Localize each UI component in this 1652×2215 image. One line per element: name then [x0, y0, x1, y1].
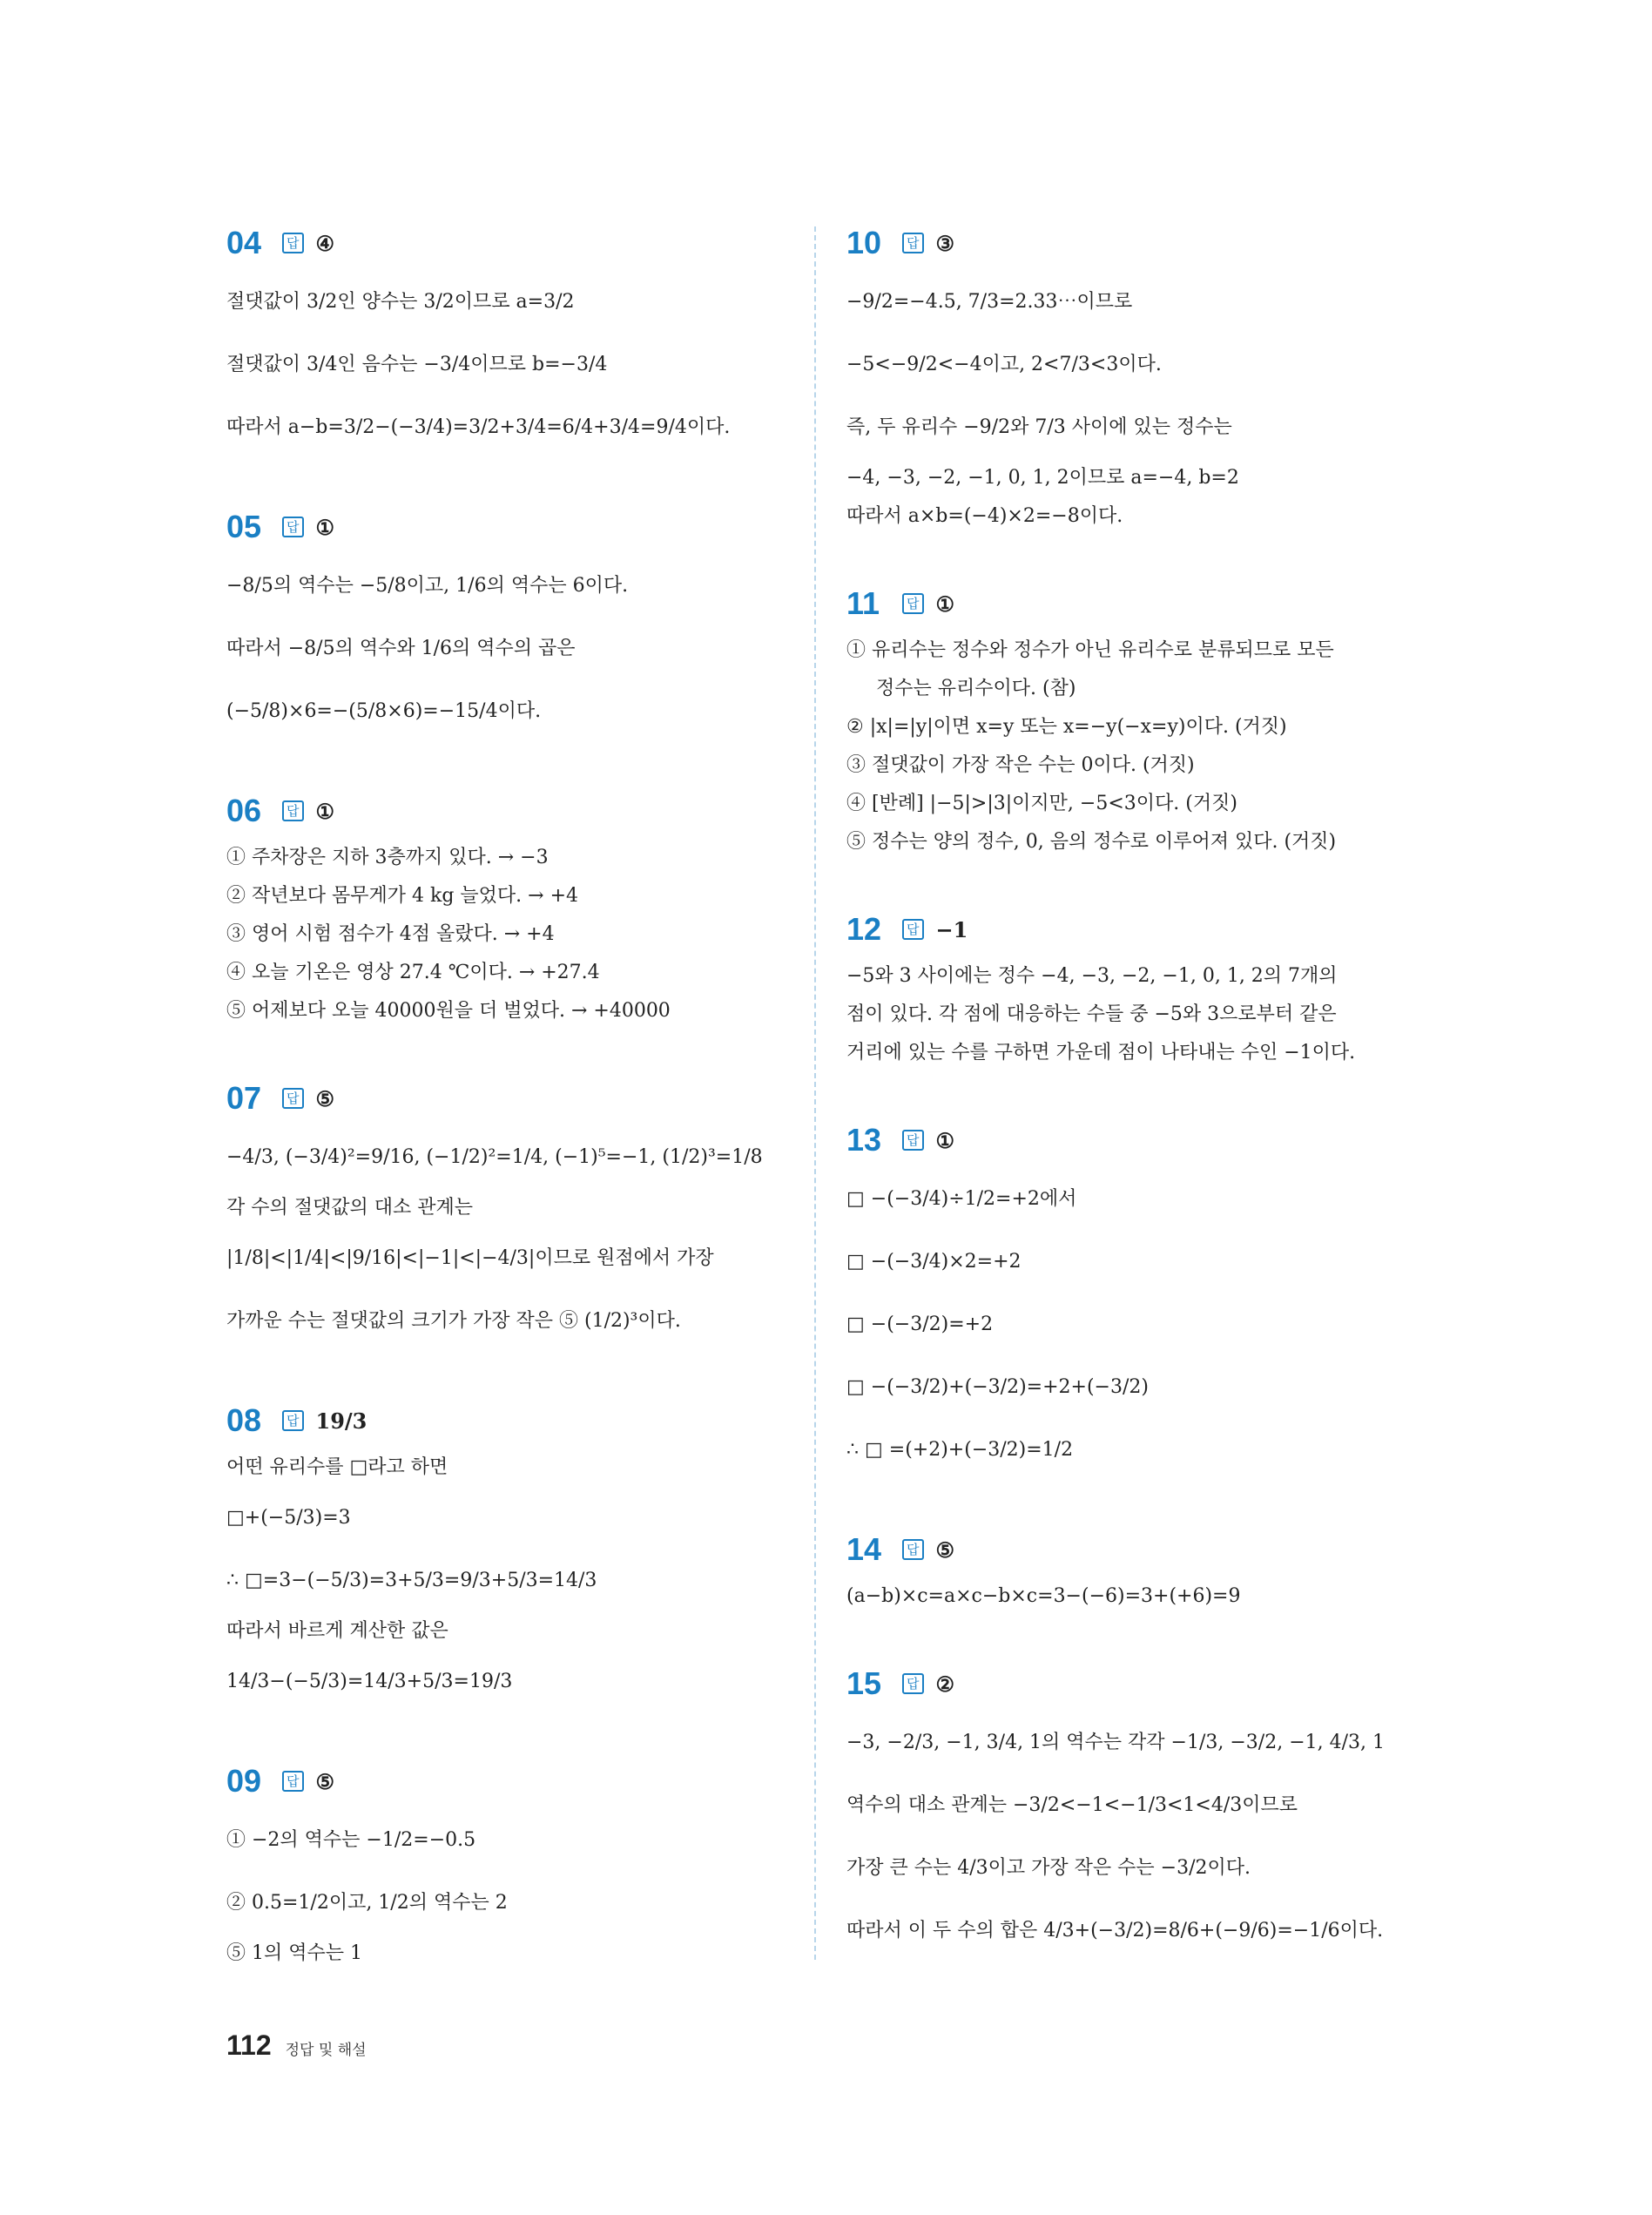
answer-badge: 답	[282, 1088, 304, 1109]
problem-number: 13	[846, 1122, 882, 1158]
solution-line: ② 작년보다 몸무게가 4 kg 늘었다. → +4	[226, 885, 578, 907]
solution-line: ∴ □ =(+2)+(−3/2)=1/2	[846, 1439, 1074, 1461]
problem-number: 11	[846, 585, 880, 621]
page-section-label: 정답 및 해설	[285, 2042, 367, 2059]
problem-number: 09	[226, 1763, 262, 1799]
problem-12	[846, 908, 1447, 1072]
problem-answer: ②	[935, 1671, 955, 1697]
problem-04	[226, 222, 827, 459]
problem-05	[226, 506, 827, 743]
problem-answer: ①	[315, 798, 335, 824]
solution-line: □+(−5/3)=3	[226, 1507, 351, 1529]
solution-line: ⑤ 어제보다 오늘 40000원을 더 벌었다. → +40000	[226, 1000, 671, 1022]
problem-number: 06	[226, 793, 262, 828]
solution-line: (−5/8)×6=−(5/8×6)=−15/4이다.	[226, 700, 542, 722]
problem-11	[846, 583, 1447, 861]
solution-line: 절댓값이 3/2인 양수는 3/2이므로 a=3/2	[226, 291, 575, 313]
problem-answer: ⑤	[315, 1085, 335, 1111]
problem-14	[846, 1529, 1447, 1616]
solution-line: ① 유리수는 정수와 정수가 아닌 유리수로 분류되므로 모든	[846, 639, 1334, 661]
solution-line: □ −(−3/2)+(−3/2)=+2+(−3/2)	[846, 1376, 1149, 1398]
answer-badge: 답	[282, 1410, 304, 1431]
answer-badge: 답	[282, 517, 304, 537]
solution-line: ④ [반례] |−5|>|3|이지만, −5<3이다. (거짓)	[846, 793, 1237, 814]
solution-line: 각 수의 절댓값의 대소 관계는	[226, 1197, 473, 1219]
problem-number: 14	[846, 1531, 882, 1567]
problem-07	[226, 1077, 827, 1353]
problem-header	[226, 1760, 827, 1802]
solution-line: □ −(−3/4)×2=+2	[846, 1251, 1022, 1273]
problem-header	[846, 222, 1447, 264]
solution-line: 따라서 a−b=3/2−(−3/4)=3/2+3/4=6/4+3/4=9/4이다.	[226, 416, 731, 438]
problem-answer: 19/3	[315, 1408, 367, 1434]
problem-header	[226, 506, 827, 548]
solution-line: ① −2의 역수는 −1/2=−0.5	[226, 1829, 476, 1851]
problem-10	[846, 222, 1447, 536]
solution-line: ∴ □=3−(−5/3)=3+5/3=9/3+5/3=14/3	[226, 1570, 597, 1591]
solution-line: ③ 영어 시험 점수가 4점 올랐다. → +4	[226, 923, 555, 945]
problem-number: 15	[846, 1665, 882, 1701]
solution-line: 정수는 유리수이다. (참)	[876, 678, 1076, 699]
solution-line: 점이 있다. 각 점에 대응하는 수들 중 −5와 3으로부터 같은	[846, 1003, 1337, 1025]
solution-line: □ −(−3/4)÷1/2=+2에서	[846, 1188, 1077, 1210]
solution-line: −8/5의 역수는 −5/8이고, 1/6의 역수는 6이다.	[226, 575, 629, 597]
problem-header	[226, 222, 827, 264]
solution-line: 따라서 a×b=(−4)×2=−8이다.	[846, 505, 1123, 527]
problem-header	[846, 1119, 1447, 1161]
solution-line: 어떤 유리수를 □라고 하면	[226, 1456, 448, 1478]
problem-answer: ①	[935, 591, 955, 617]
problem-answer: ③	[935, 230, 955, 256]
answer-badge: 답	[282, 233, 304, 253]
solution-line: −4/3, (−3/4)²=9/16, (−1/2)²=1/4, (−1)⁵=−1, (1/2)³=1/8	[226, 1146, 763, 1168]
problem-answer: ①	[315, 514, 335, 540]
problem-08	[226, 1400, 827, 1713]
solution-line: 14/3−(−5/3)=14/3+5/3=19/3	[226, 1671, 513, 1692]
problem-15	[846, 1663, 1447, 1962]
problem-header	[226, 1077, 827, 1119]
problem-answer: ①	[935, 1127, 955, 1153]
solution-line: 따라서 −8/5의 역수와 1/6의 역수의 곱은	[226, 638, 576, 659]
solution-line: −9/2=−4.5, 7/3=2.33⋯이므로	[846, 291, 1133, 313]
page-footer	[226, 2029, 367, 2062]
problem-number: 07	[226, 1080, 262, 1116]
column-divider	[814, 226, 816, 1960]
problem-answer: ⑤	[935, 1536, 955, 1563]
solution-line: −5와 3 사이에는 정수 −4, −3, −2, −1, 0, 1, 2의 7개의	[846, 965, 1338, 987]
problem-number: 05	[226, 509, 262, 544]
problem-header	[226, 790, 827, 832]
solution-line: −5<−9/2<−4이고, 2<7/3<3이다.	[846, 354, 1162, 375]
problem-number: 12	[846, 911, 882, 947]
solution-line: −3, −2/3, −1, 3/4, 1의 역수는 각각 −1/3, −3/2, −1, 4/3, 1	[846, 1732, 1386, 1753]
problem-header	[846, 583, 1447, 625]
solution-line: −4, −3, −2, −1, 0, 1, 2이므로 a=−4, b=2	[846, 467, 1239, 489]
problem-answer: ⑤	[315, 1768, 335, 1794]
solution-line: 즉, 두 유리수 −9/2와 7/3 사이에 있는 정수는	[846, 416, 1232, 438]
problem-number: 08	[226, 1402, 262, 1438]
solution-line: ① 주차장은 지하 3층까지 있다. → −3	[226, 847, 549, 868]
right-column	[846, 222, 1447, 2009]
solution-line: ④ 오늘 기온은 영상 27.4 ℃이다. → +27.4	[226, 962, 600, 983]
answer-badge: 답	[902, 1130, 924, 1151]
solution-line: ② |x|=|y|이면 x=y 또는 x=−y(−x=y)이다. (거짓)	[846, 716, 1287, 738]
problem-header	[846, 1663, 1447, 1705]
solution-line: ② 0.5=1/2이고, 1/2의 역수는 2	[226, 1892, 508, 1914]
answer-badge: 답	[902, 233, 924, 253]
solution-line: |1/8|<|1/4|<|9/16|<|−1|<|−4/3|이므로 원점에서 가장	[226, 1247, 714, 1269]
solution-line: 가장 큰 수는 4/3이고 가장 작은 수는 −3/2이다.	[846, 1857, 1251, 1879]
problem-header	[846, 908, 1447, 950]
solution-line: 따라서 이 두 수의 합은 4/3+(−3/2)=8/6+(−9/6)=−1/6이다.	[846, 1920, 1384, 1942]
problem-answer: −1	[935, 916, 968, 942]
answer-badge: 답	[902, 1539, 924, 1560]
answer-badge: 답	[282, 1771, 304, 1792]
solution-line: 따라서 바르게 계산한 값은	[226, 1620, 448, 1642]
solution-line: 역수의 대소 관계는 −3/2<−1<−1/3<1<4/3이므로	[846, 1794, 1298, 1816]
answer-badge: 답	[282, 800, 304, 821]
solution-line: 거리에 있는 수를 구하면 가운데 점이 나타내는 수인 −1이다.	[846, 1042, 1356, 1064]
problem-header	[226, 1400, 827, 1442]
problem-header	[846, 1529, 1447, 1570]
problem-13	[846, 1119, 1447, 1482]
solution-line: □ −(−3/2)=+2	[846, 1313, 994, 1335]
solution-line: ⑤ 정수는 양의 정수, 0, 음의 정수로 이루어져 있다. (거짓)	[846, 831, 1337, 853]
problem-09	[226, 1760, 827, 1973]
problem-number: 04	[226, 225, 262, 260]
left-column	[226, 222, 827, 2020]
solution-line: ⑤ 1의 역수는 1	[226, 1942, 362, 1964]
problem-06	[226, 790, 827, 1030]
answer-badge: 답	[902, 919, 924, 940]
problem-answer: ④	[315, 230, 335, 256]
page-number: 112	[226, 2029, 272, 2061]
answer-badge: 답	[902, 593, 924, 614]
solution-line: 가까운 수는 절댓값의 크기가 가장 작은 ⑤ (1/2)³이다.	[226, 1310, 681, 1332]
problem-number: 10	[846, 225, 882, 260]
answer-badge: 답	[902, 1673, 924, 1694]
solution-line: (a−b)×c=a×c−b×c=3−(−6)=3+(+6)=9	[846, 1585, 1241, 1607]
solution-line: ③ 절댓값이 가장 작은 수는 0이다. (거짓)	[846, 754, 1195, 776]
solution-line: 절댓값이 3/4인 음수는 −3/4이므로 b=−3/4	[226, 354, 608, 375]
